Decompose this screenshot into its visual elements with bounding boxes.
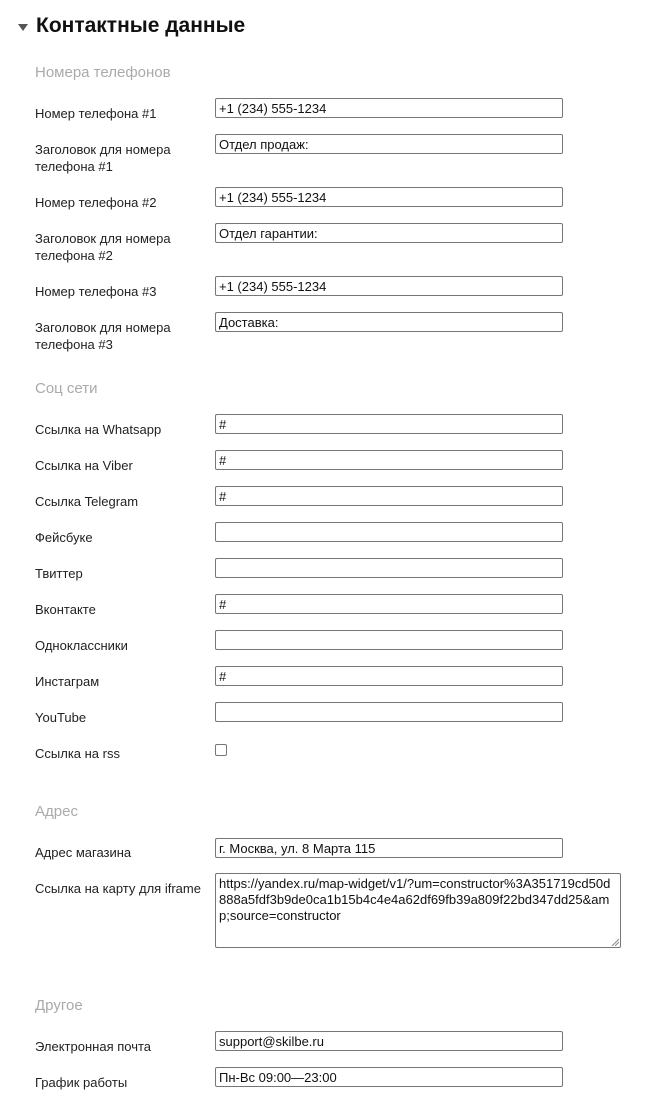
telegram-input[interactable]: #: [215, 486, 563, 506]
phone-1-input[interactable]: +1 (234) 555-1234: [215, 98, 563, 118]
section-title: Контактные данные: [36, 14, 246, 37]
phone-1-title-label: Заголовок для номера телефона #1: [35, 142, 171, 174]
rss-label: Ссылка на rss: [35, 746, 120, 761]
instagram-input[interactable]: #: [215, 666, 563, 686]
phone-3-title-label: Заголовок для номера телефона #3: [35, 320, 171, 352]
viber-label: Ссылка на Viber: [35, 458, 133, 473]
phone-3-title-input[interactable]: Доставка:: [215, 312, 563, 332]
odnoklassniki-input[interactable]: [215, 630, 563, 650]
odnoklassniki-label: Одноклассники: [35, 638, 128, 653]
map-link-label: Ссылка на карту для iframe: [35, 881, 201, 896]
phone-2-title-label: Заголовок для номера телефона #2: [35, 231, 171, 263]
whatsapp-input[interactable]: #: [215, 414, 563, 434]
vkontakte-label: Вконтакте: [35, 602, 96, 617]
shop-address-label: Адрес магазина: [35, 845, 132, 860]
youtube-label: YouTube: [35, 710, 87, 725]
hours-label: График работы: [35, 1075, 128, 1090]
phone-3-label: Номер телефона #3: [35, 284, 157, 299]
twitter-label: Твиттер: [35, 566, 83, 581]
collapse-triangle-icon[interactable]: [18, 24, 28, 31]
hours-input[interactable]: Пн-Вс 09:00—23:00: [215, 1067, 563, 1087]
vkontakte-input[interactable]: #: [215, 594, 563, 614]
viber-input[interactable]: #: [215, 450, 563, 470]
contact-section-header[interactable]: [18, 14, 245, 38]
facebook-input[interactable]: [215, 522, 563, 542]
group-title-address: Адрес: [35, 803, 78, 820]
map-link-textarea[interactable]: [215, 873, 621, 948]
phone-2-title-input[interactable]: Отдел гарантии:: [215, 223, 563, 243]
instagram-label: Инстаграм: [35, 674, 100, 689]
whatsapp-label: Ссылка на Whatsapp: [35, 422, 162, 437]
telegram-label: Ссылка Telegram: [35, 494, 139, 509]
resize-handle-icon[interactable]: [611, 938, 619, 946]
group-title-other: Другое: [35, 997, 83, 1014]
rss-checkbox[interactable]: [215, 744, 227, 756]
phone-2-input[interactable]: +1 (234) 555-1234: [215, 187, 563, 207]
phone-1-label: Номер телефона #1: [35, 106, 157, 121]
group-title-phones: Номера телефонов: [35, 64, 171, 81]
group-title-social: Соц сети: [35, 380, 98, 397]
email-label: Электронная почта: [35, 1039, 152, 1054]
twitter-input[interactable]: [215, 558, 563, 578]
email-input[interactable]: support@skilbe.ru: [215, 1031, 563, 1051]
facebook-label: Фейсбуке: [35, 530, 93, 545]
map-link-value: https://yandex.ru/map-widget/v1/?um=constructor%3A351719cd50d888a5fdf3b9de0ca1b15b4c4e4a62df69fb39a809f22bd347dd25&amp;source=constructor: [219, 876, 611, 923]
youtube-input[interactable]: [215, 702, 563, 722]
phone-1-title-input[interactable]: Отдел продаж:: [215, 134, 563, 154]
phone-3-input[interactable]: +1 (234) 555-1234: [215, 276, 563, 296]
phone-2-label: Номер телефона #2: [35, 195, 157, 210]
shop-address-input[interactable]: г. Москва, ул. 8 Марта 115: [215, 838, 563, 858]
